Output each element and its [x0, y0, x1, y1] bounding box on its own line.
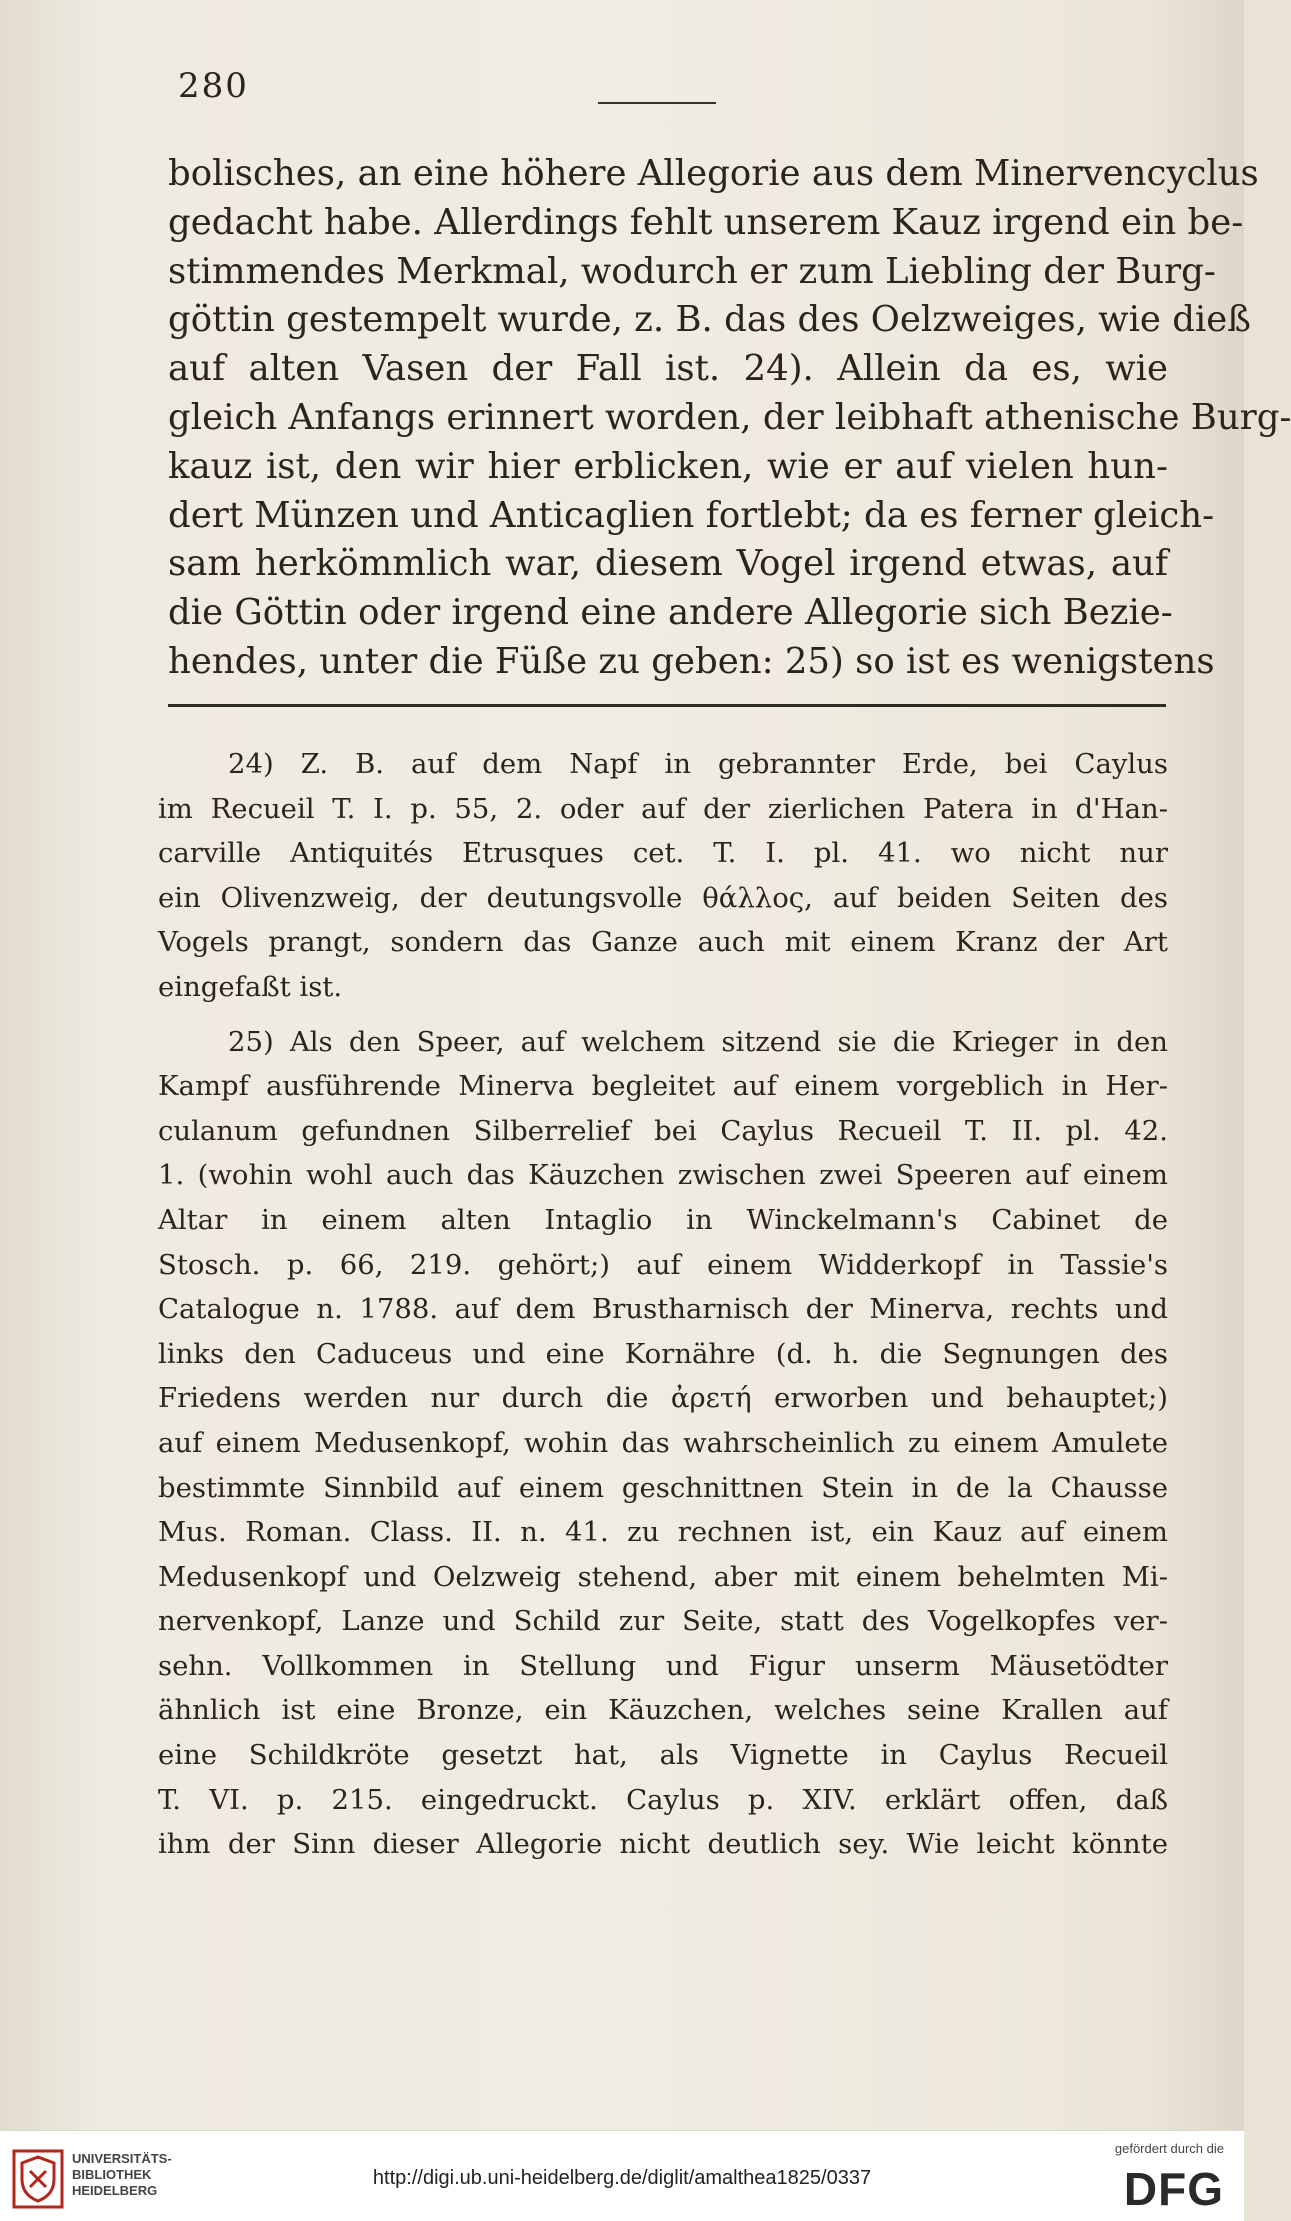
footnote-line: Friedens werden nur durch die ἀρετή erworben und behauptet;) — [158, 1382, 1168, 1415]
main-text-line: auf alten Vasen der Fall ist. 24). Allein da es, wie — [168, 348, 1168, 390]
main-text-line: gleich Anfangs erinnert worden, der leibhaft athenische Burg- — [168, 396, 1291, 438]
permalink-url[interactable]: http://digi.ub.uni-heidelberg.de/diglit/amalthea1825/0337 — [372, 2167, 872, 2189]
library-name: UNIVERSITÄTS- BIBLIOTHEK HEIDELBERG — [72, 2151, 172, 2198]
main-text-block — [168, 150, 1291, 687]
footnote-line: sehn. Vollkommen in Stellung und Figur unserm Mäusetödter — [158, 1649, 1168, 1682]
footnote-line: Kampf ausführende Minerva begleitet auf einem vorgeblich in Her- — [158, 1070, 1168, 1103]
footnote-line: T. VI. p. 215. eingedruckt. Caylus p. XIV. erklärt offen, daß — [158, 1783, 1168, 1816]
digitization-footer — [0, 2130, 1244, 2221]
funded-by-label: gefördert durch die — [1114, 2141, 1224, 2156]
footnote-line: auf einem Medusenkopf, wohin das wahrscheinlich zu einem Amulete — [158, 1426, 1168, 1459]
footnote-line: eine Schildkröte gesetzt hat, als Vignette in Caylus Recueil — [158, 1739, 1168, 1772]
footnote-24 — [158, 742, 1168, 1010]
page-number: 280 — [178, 66, 249, 106]
main-text-line: gedacht habe. Allerdings fehlt unserem Kauz irgend ein be- — [168, 201, 1244, 243]
footnote-line: 24) Z. B. auf dem Napf in gebrannter Erde, bei Caylus — [228, 748, 1168, 780]
footnote-line: 1. (wohin wohl auch das Käuzchen zwischen zwei Speeren auf einem — [158, 1159, 1168, 1192]
footnote-separator-rule — [168, 704, 1166, 707]
footnote-line: Altar in einem alten Intaglio in Winckelmann's Cabinet de — [158, 1203, 1168, 1236]
footnote-line: eingefaßt ist. — [158, 970, 343, 1003]
footnote-line: ein Olivenzweig, der deutungsvolle θάλλος, auf beiden Seiten des — [158, 881, 1168, 914]
main-text-line: göttin gestempelt wurde, z. B. das des Oelzweiges, wie dieß — [168, 299, 1252, 341]
footnote-line: Medusenkopf und Oelzweig stehend, aber mit einem behelmten Mi- — [158, 1560, 1168, 1593]
footnote-line: carville Antiquités Etrusques cet. T. I. pl. 41. wo nicht nur — [158, 837, 1168, 870]
header-rule — [598, 102, 716, 104]
footnote-line: links den Caduceus und eine Kornähre (d. h. die Segnungen des — [158, 1337, 1168, 1370]
footnote-line: nervenkopf, Lanze und Schild zur Seite, statt des Vogelkopfes ver- — [158, 1605, 1168, 1638]
footnotes-block — [158, 742, 1168, 1867]
main-text-line: bolisches, an eine höhere Allegorie aus dem Minervencyclus — [168, 153, 1259, 194]
footnote-line: bestimmte Sinnbild auf einem geschnittnen Stein in de la Chausse — [158, 1471, 1168, 1504]
footnote-line: Mus. Roman. Class. II. n. 41. zu rechnen ist, ein Kauz auf einem — [158, 1516, 1168, 1549]
footnote-25 — [158, 1020, 1168, 1867]
footnote-line: ähnlich ist eine Bronze, ein Käuzchen, welches seine Krallen auf — [158, 1694, 1168, 1727]
main-text-line: sam herkömmlich war, diesem Vogel irgend etwas, auf — [168, 543, 1168, 585]
main-text-line: hendes, unter die Füße zu geben: 25) so ist es wenigstens — [168, 640, 1215, 682]
footnote-line: 25) Als den Speer, auf welchem sitzend sie die Krieger in den — [228, 1025, 1168, 1058]
footnote-line: Stosch. p. 66, 219. gehört;) auf einem Widderkopf in Tassie's — [158, 1248, 1168, 1281]
main-text-line: die Göttin oder irgend eine andere Allegorie sich Bezie- — [168, 592, 1173, 634]
footnote-line: culanum gefundnen Silberrelief bei Caylus Recueil T. II. pl. 42. — [158, 1114, 1168, 1147]
footnote-line: ihm der Sinn dieser Allegorie nicht deutlich sey. Wie leicht könnte — [158, 1828, 1168, 1861]
footnote-line: Vogels prangt, sondern das Ganze auch mit einem Kranz der Art — [158, 926, 1168, 959]
footnote-line: im Recueil T. I. p. 55, 2. oder auf der zierlichen Patera in d'Han- — [158, 792, 1168, 825]
dfg-logo: DFG — [1123, 2163, 1224, 2215]
main-text-line: kauz ist, den wir hier erblicken, wie er auf vielen hun- — [168, 445, 1168, 487]
main-text-line: dert Münzen und Anticaglien fortlebt; da es ferner gleich- — [168, 494, 1215, 536]
footnote-line: Catalogue n. 1788. auf dem Brustharnisch der Minerva, rechts und — [158, 1293, 1168, 1326]
main-text-line: stimmendes Merkmal, wodurch er zum Liebling der Burg- — [168, 250, 1216, 292]
